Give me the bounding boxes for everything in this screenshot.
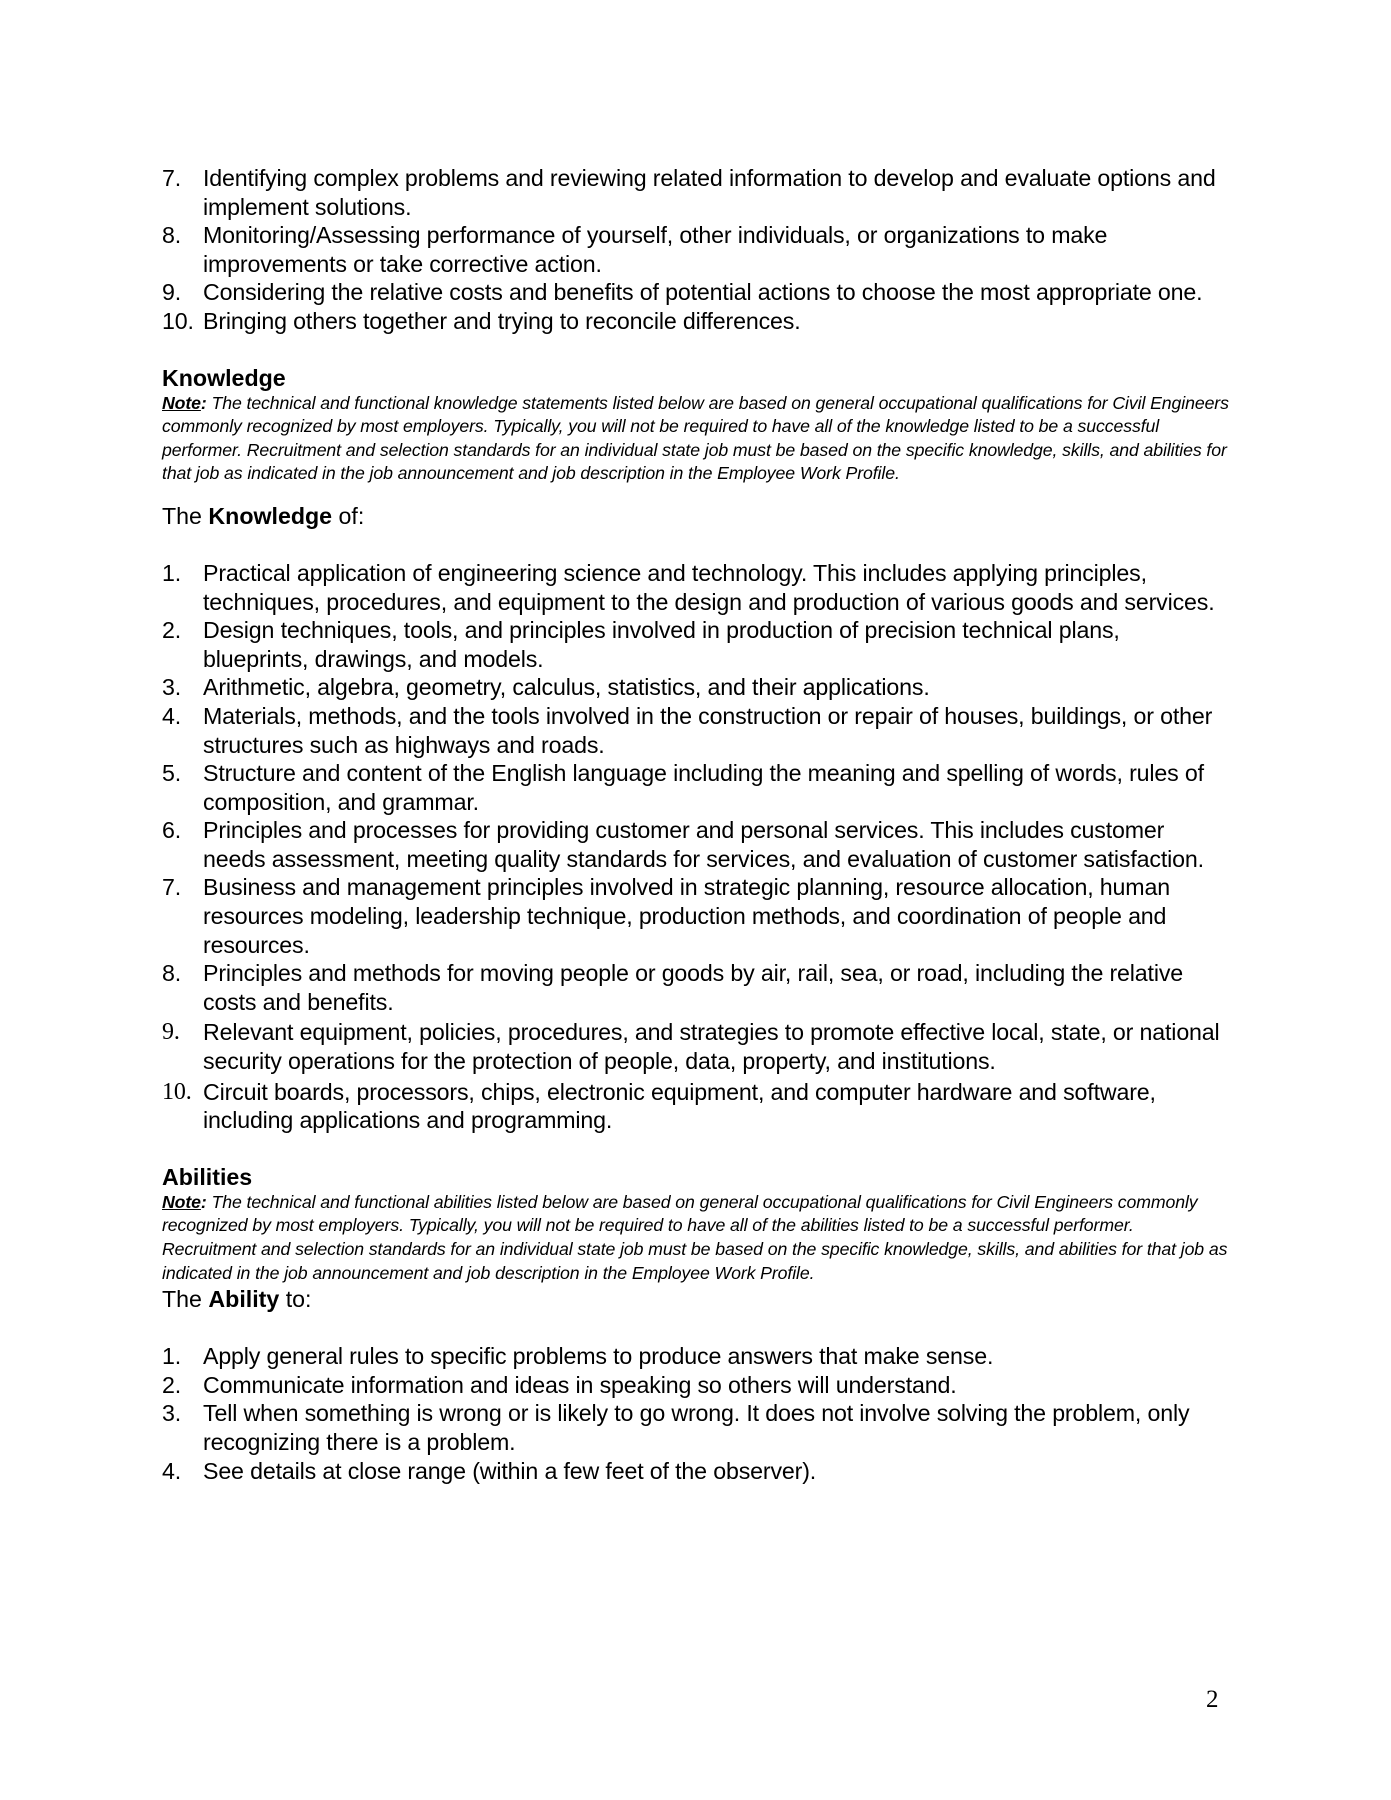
item-number: 8.	[162, 960, 182, 987]
item-number: 9.	[162, 279, 182, 306]
list-item	[162, 1399, 1230, 1456]
item-number: 10.	[162, 1078, 192, 1105]
item-number: 8.	[162, 222, 182, 249]
item-number: 2.	[162, 617, 182, 644]
item-text: Materials, methods, and the tools involved in the construction or repair of houses, buildings, or other structures such as highways and roads.	[203, 702, 1213, 758]
section-heading-abilities: Abilities	[162, 1163, 253, 1190]
item-text: Monitoring/Assessing performance of yourself, other individuals, or organizations to make improvements or take corrective action.	[203, 222, 1108, 277]
note-label: Note	[162, 392, 201, 413]
list-item	[162, 759, 1230, 816]
note-text: The technical and functional knowledge statements listed below are based on general occupational qualifications for Civil Engineers commonly recognized by most employers. Typically, you will not be required to have all of the knowledge listed to be a successful performer. Recruitment and selection standards for an individual state job must be based on the specific knowledge, skills, and abilities for that job as indicated in the job announcement and job description in the Employee Work Profile.	[162, 392, 1229, 484]
item-number: 1.	[162, 559, 182, 586]
abilities-list	[162, 1342, 1230, 1485]
item-text: Relevant equipment, policies, procedures, and strategies to promote effective local, state, or national security operations for the protection of people, data, property, and institutions.	[203, 1019, 1220, 1075]
item-number: 7.	[162, 874, 182, 901]
item-text: Communicate information and ideas in speaking so others will understand.	[203, 1371, 957, 1398]
item-text: Principles and processes for providing customer and personal services. This includes customer needs assessment, meeting quality standards for services, and evaluation of customer satisfaction.	[203, 817, 1204, 872]
item-text: Practical application of engineering science and technology. This includes applying principles, techniques, procedures, and equipment to the design and production of various goods and services.	[203, 559, 1215, 615]
knowledge-note: Note: The technical and functional knowledge statements listed below are based on general occupational qualifications for Civil Engineers commonly recognized by most employers. Typically, you will not be required to have all of the knowledge listed to be a successful performer. Recruitment and selection standards for an individual state job must be based on the specific knowledge, skills, and abilities for that job as indicated in the job announcement and job description in the Employee Work Profile.	[162, 392, 1229, 484]
item-number: 3.	[162, 1400, 182, 1427]
list-item	[162, 1342, 1230, 1371]
note-label: Note	[162, 1191, 201, 1212]
list-item	[162, 959, 1230, 1016]
list-item	[162, 873, 1230, 959]
list-item	[162, 221, 1230, 278]
list-item	[162, 673, 1230, 702]
list-item	[162, 702, 1230, 759]
item-text: Bringing others together and trying to reconcile differences.	[203, 307, 801, 334]
item-text: Circuit boards, processors, chips, electronic equipment, and computer hardware and software, including applications and programming.	[203, 1078, 1156, 1134]
item-number: 9.	[162, 1019, 180, 1046]
item-text: Identifying complex problems and reviewing related information to develop and evaluate options and implement solutions.	[203, 165, 1216, 220]
list-item	[162, 1078, 1230, 1135]
item-text: See details at close range (within a few feet of the observer).	[203, 1457, 817, 1484]
abilities-intro: The Ability to:	[162, 1286, 312, 1313]
item-number: 3.	[162, 674, 182, 701]
page-number: 2	[1206, 1686, 1219, 1713]
knowledge-list	[162, 559, 1230, 1135]
item-text: Structure and content of the English language including the meaning and spelling of words, rules of composition, and grammar.	[203, 760, 1204, 815]
list-item	[162, 164, 1230, 221]
item-number: 6.	[162, 817, 182, 844]
item-number: 2.	[162, 1371, 182, 1398]
item-number: 1.	[162, 1343, 182, 1370]
item-text: Arithmetic, algebra, geometry, calculus, statistics, and their applications.	[203, 674, 930, 701]
item-text: Design techniques, tools, and principles involved in production of precision technical plans, blueprints, drawings, and models.	[203, 617, 1120, 672]
list-item	[162, 1457, 1230, 1486]
list-item	[162, 816, 1230, 873]
skills-list-continued	[162, 164, 1230, 336]
item-text: Business and management principles involved in strategic planning, resource allocation, human resources modeling, leadership technique, production methods, and coordination of people and resources.	[203, 874, 1170, 958]
item-number: 10.	[162, 307, 194, 334]
knowledge-intro: The Knowledge of:	[162, 502, 365, 529]
list-item	[162, 307, 1230, 336]
item-number: 5.	[162, 760, 182, 787]
abilities-note: Note: The technical and functional abilities listed below are based on general occupational qualifications for Civil Engineers commonly recognized by most employers. Typically, you will not be required to have all of the abilities listed to be a successful performer. Recruitment and selection standards for an individual state job must be based on the specific knowledge, skills, and abilities for that job as indicated in the job announcement and job description in the Employee Work Profile.	[162, 1191, 1228, 1283]
list-item	[162, 616, 1230, 673]
item-text: Considering the relative costs and benefits of potential actions to choose the most appropriate one.	[203, 279, 1203, 306]
item-number: 4.	[162, 1457, 182, 1484]
item-text: Apply general rules to specific problems to produce answers that make sense.	[203, 1343, 994, 1370]
document-page	[162, 160, 1230, 1485]
list-item	[162, 559, 1230, 616]
item-text: Tell when something is wrong or is likely to go wrong. It does not involve solving the problem, only recognizing there is a problem.	[203, 1400, 1190, 1455]
section-heading-knowledge: Knowledge	[162, 364, 286, 391]
list-item	[162, 1018, 1230, 1075]
note-text: The technical and functional abilities listed below are based on general occupational qualifications for Civil Engineers commonly recognized by most employers. Typically, you will not be required to have all of the abilities listed to be a successful performer. Recruitment and selection standards for an individual state job must be based on the specific knowledge, skills, and abilities for that job as indicated in the job announcement and job description in the Employee Work Profile.	[162, 1191, 1228, 1283]
knowledge-section	[162, 364, 1230, 1135]
item-number: 7.	[162, 165, 182, 191]
list-item	[162, 1371, 1230, 1400]
list-item	[162, 278, 1230, 307]
abilities-section	[162, 1163, 1230, 1485]
item-text: Principles and methods for moving people or goods by air, rail, sea, or road, including the relative costs and benefits.	[203, 960, 1184, 1015]
item-number: 4.	[162, 702, 182, 729]
